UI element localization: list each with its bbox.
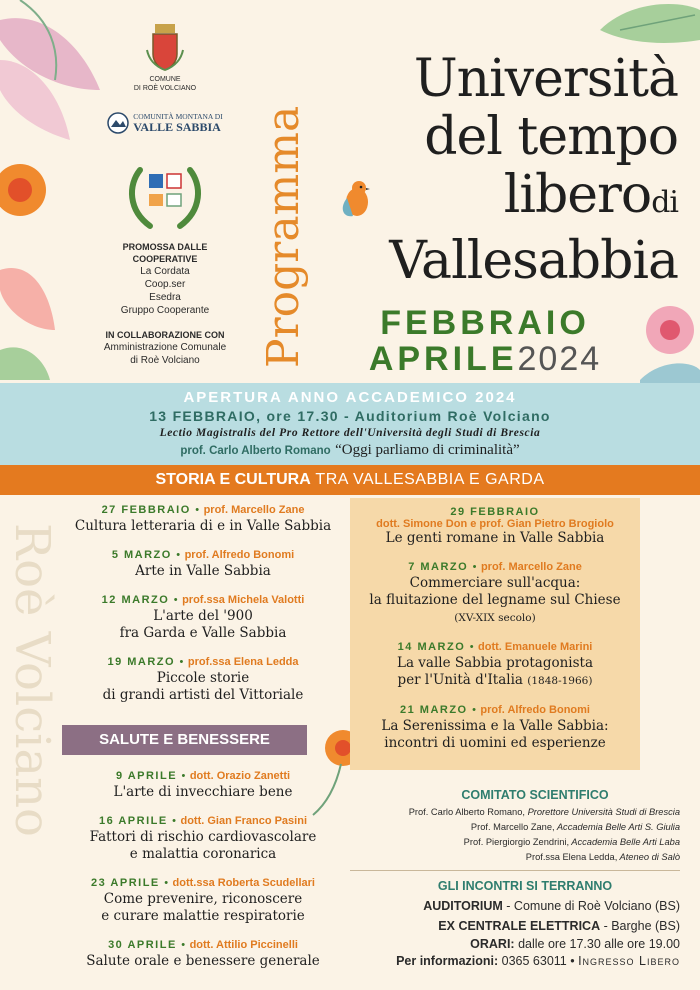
event-title: Cultura letteraria di e in Valle Sabbia xyxy=(74,518,332,534)
list-item: 21 MARZO • prof. Alfredo Bonomi La Serenissima e la Valle Sabbia: incontri di uomini ed esperienze xyxy=(350,700,640,752)
venue-1 xyxy=(340,896,680,916)
event-note-text: (1848-1966) xyxy=(527,675,593,687)
roe-volciano-text: Roè Volciano xyxy=(4,523,60,837)
section-salute-heading: SALUTE E BENESSERE xyxy=(62,725,307,755)
event-title: Commerciare sull'acqua: xyxy=(409,575,581,591)
event-date: 30 APRILE xyxy=(108,939,177,951)
list-item: 14 MARZO • dott. Emanuele Marini La valle Sabbia protagonista per l'Unità d'Italia (1848-1966) xyxy=(350,637,640,690)
orari-line xyxy=(340,936,680,953)
section-storia-title xyxy=(0,465,700,495)
left-events-list xyxy=(62,500,344,714)
comitato-heading: COMITATO SCIENTIFICO xyxy=(461,788,609,802)
section-storia-band xyxy=(0,465,700,495)
opening-when: 13 FEBBRAIO, ore 17.30 - Auditorium Roè Volciano xyxy=(149,408,551,424)
event-date: 29 FEBBRAIO xyxy=(450,506,540,518)
title-line-3-wrap xyxy=(348,166,678,232)
list-item: 30 APRILE • dott. Attilio Piccinelli Salute orale e benessere generale xyxy=(62,935,344,970)
event-date: 21 MARZO xyxy=(400,704,468,716)
list-item: 19 MARZO • prof.ssa Elena Ledda Piccole storie di grandi artisti del Vittoriale xyxy=(62,652,344,704)
period-year: 2024 xyxy=(517,340,602,378)
coop-item: La Cordata xyxy=(140,266,190,277)
list-item: 9 APRILE • dott. Orazio Zanetti L'arte di invecchiare bene xyxy=(62,766,344,801)
coop-item: Esedra xyxy=(149,292,181,303)
ingresso-libero: Ingresso Libero xyxy=(578,954,680,968)
member-role: Prorettore Università Studi di Brescia xyxy=(524,807,680,817)
comitato-member xyxy=(350,820,680,835)
coop-item: Gruppo Cooperante xyxy=(120,305,210,316)
event-title: Piccole storie xyxy=(156,670,250,686)
event-date: 12 MARZO xyxy=(101,594,170,606)
event-date: 14 MARZO xyxy=(397,641,466,653)
info-phone: 0365 63011 • xyxy=(498,954,579,968)
comune-label-2: DI ROÈ VOLCIANO xyxy=(133,85,197,92)
event-title-2: la fluitazione del legname sul Chiese xyxy=(369,592,621,608)
programma-vertical-title xyxy=(258,0,309,370)
title-line-4: Vallesabbia xyxy=(389,231,678,291)
event-title: Fattori di rischio cardiovascolare xyxy=(89,829,317,845)
section-storia-bold: STORIA E CULTURA xyxy=(155,471,311,488)
venue-2-name: EX CENTRALE ELETTRICA xyxy=(438,919,601,933)
list-item: 5 MARZO • prof. Alfredo Bonomi Arte in Valle Sabbia xyxy=(62,545,344,580)
roe-volciano-vertical-label xyxy=(0,515,60,990)
orari-value: dalle ore 17.30 alle ore 19.00 xyxy=(514,937,680,951)
event-note-text: (XV-XIX secolo) xyxy=(454,612,536,624)
event-title-2: di grandi artisti del Vittoriale xyxy=(102,687,304,703)
event-date: 7 MARZO xyxy=(408,561,469,573)
opening-speaker-line xyxy=(0,441,700,459)
incontri-block xyxy=(340,876,680,970)
event-speaker: dott.ssa Roberta Scudellari xyxy=(172,877,315,889)
event-title-2: e curare malattie respiratorie xyxy=(101,908,305,924)
event-title-2-wrap xyxy=(350,672,640,690)
collab-line: Amministrazione Comunale xyxy=(103,342,227,353)
event-speaker: prof.ssa Elena Ledda xyxy=(187,656,299,668)
info-label: Per informazioni: xyxy=(396,954,499,968)
event-speaker: prof. Marcello Zane xyxy=(480,561,582,573)
event-speaker: dott. Emanuele Marini xyxy=(478,641,593,653)
event-title-2: per l'Unità d'Italia xyxy=(397,672,523,688)
list-item xyxy=(350,506,640,547)
event-date: 16 APRILE xyxy=(98,815,168,827)
programma-text: Programma xyxy=(258,105,309,368)
venue-2 xyxy=(340,916,680,936)
opening-talk: “Oggi parliamo di criminalità” xyxy=(335,442,520,458)
event-date: 5 MARZO xyxy=(111,549,172,561)
event-speaker: prof. Alfredo Bonomi xyxy=(480,704,590,716)
event-title-2: fra Garda e Valle Sabbia xyxy=(119,625,287,641)
member-role: Ateneo di Salò xyxy=(617,852,680,862)
coop-item: Coop.ser xyxy=(144,279,186,290)
coop-block xyxy=(80,160,250,367)
event-title: Salute orale e benessere generale xyxy=(86,953,320,969)
comune-logo-block xyxy=(80,20,250,93)
event-date: 27 FEBBRAIO xyxy=(101,504,191,516)
info-line xyxy=(340,953,680,970)
title-line-3-di: di xyxy=(651,185,678,220)
event-date: 23 APRILE xyxy=(91,877,160,889)
opening-speaker: prof. Carlo Alberto Romano xyxy=(180,445,331,457)
period-month-1: FEBBRAIO xyxy=(380,304,590,342)
comunita-name: VALLE SABBIA xyxy=(133,120,221,134)
period-line-2 xyxy=(330,341,640,377)
comune-label: COMUNE xyxy=(149,76,181,83)
opening-band xyxy=(0,383,700,465)
comunita-emblem-icon xyxy=(107,112,129,134)
event-speaker: prof. Marcello Zane xyxy=(203,504,305,516)
list-item: 7 MARZO • prof. Marcello Zane Commerciare sull'acqua: la fluitazione del legname sul Chiese (XV-XIX secolo) xyxy=(350,557,640,627)
member-name: Prof. Carlo Alberto Romano, xyxy=(408,807,525,817)
comunita-label: COMUNITÀ MONTANA DI xyxy=(133,112,223,121)
list-item: 16 APRILE • dott. Gian Franco Pasini Fattori di rischio cardiovascolare e malattia coronarica xyxy=(62,811,344,863)
event-speaker: dott. Simone Don e prof. Gian Pietro Brogiolo xyxy=(376,518,614,530)
section-storia-rest: TRA VALLESABBIA E GARDA xyxy=(310,471,545,488)
list-item: 12 MARZO • prof.ssa Michela Valotti L'arte del '900 fra Garda e Valle Sabbia xyxy=(62,590,344,642)
list-item: 27 FEBBRAIO • prof. Marcello Zane Cultura letteraria di e in Valle Sabbia xyxy=(62,500,344,535)
event-title: L'arte del '900 xyxy=(153,608,253,624)
flower-decoration-left xyxy=(0,150,70,380)
collab-line-2: di Roè Volciano xyxy=(130,355,200,366)
divider xyxy=(350,870,680,871)
salute-events-list xyxy=(62,766,344,980)
event-speaker: dott. Gian Franco Pasini xyxy=(180,815,308,827)
event-title: Arte in Valle Sabbia xyxy=(135,563,271,579)
opening-lectio: Lectio Magistralis del Pro Rettore dell'Università degli Studi di Brescia xyxy=(159,427,541,439)
barghe-text: Barghe xyxy=(644,573,700,750)
bird-icon xyxy=(337,178,375,224)
comitato-member xyxy=(350,835,680,850)
event-note xyxy=(350,609,640,627)
coat-of-arms-icon xyxy=(145,20,185,72)
event-title: Come prevenire, riconoscere xyxy=(103,891,303,907)
event-title: Le genti romane in Valle Sabbia xyxy=(385,530,605,546)
barghe-vertical-label xyxy=(640,500,700,770)
incontri-heading: GLI INCONTRI SI TERRANNO xyxy=(437,879,613,893)
event-title: La valle Sabbia protagonista xyxy=(396,655,593,671)
event-speaker: dott. Orazio Zanetti xyxy=(189,770,291,782)
member-name: Prof.ssa Elena Ledda, xyxy=(525,852,618,862)
coop-heading: PROMOSSA DALLE xyxy=(122,242,208,252)
venue-1-name: AUDITORIUM xyxy=(423,899,503,913)
member-role: Accademia Belle Arti S. Giulia xyxy=(554,822,680,832)
venue-1-place: - Comune di Roè Volciano (BS) xyxy=(502,899,680,913)
comitato-block xyxy=(350,788,680,865)
member-role: Accademia Belle Arti Laba xyxy=(569,837,680,847)
orari-label: ORARI: xyxy=(470,937,515,951)
member-name: Prof. Marcello Zane, xyxy=(470,822,555,832)
right-events-list xyxy=(350,506,640,762)
flower-decoration-right xyxy=(630,290,700,390)
comitato-member xyxy=(350,850,680,865)
event-title-2: incontri di uomini ed esperienze xyxy=(384,735,606,751)
event-speaker: prof.ssa Michela Valotti xyxy=(182,594,305,606)
list-item: 23 APRILE • dott.ssa Roberta Scudellari Come prevenire, riconoscere e curare malattie respiratorie xyxy=(62,873,344,925)
period-month-2: APRILE xyxy=(368,340,518,378)
event-speaker: dott. Attilio Piccinelli xyxy=(189,939,298,951)
title-line-3: libero xyxy=(503,165,652,225)
opening-heading: APERTURA ANNO ACCADEMICO 2024 xyxy=(183,389,517,406)
title-line-2: del tempo xyxy=(424,107,678,167)
member-name: Prof. Piergiorgio Zendrini, xyxy=(463,837,570,847)
event-title: La Serenissima e la Valle Sabbia: xyxy=(381,718,609,734)
event-date: 9 APRILE xyxy=(115,770,178,782)
comunita-logo-block xyxy=(80,112,250,134)
event-date: 19 MARZO xyxy=(107,656,176,668)
comitato-member xyxy=(350,805,680,820)
venue-2-place: - Barghe (BS) xyxy=(600,919,680,933)
laurel-wreath-icon xyxy=(120,160,210,234)
coop-heading-2: COOPERATIVE xyxy=(132,254,198,264)
title-line-1: Università xyxy=(413,49,678,109)
main-title xyxy=(348,50,678,290)
collab-heading: IN COLLABORAZIONE CON xyxy=(105,330,225,340)
event-title-2: e malattia coronarica xyxy=(129,846,277,862)
period-block xyxy=(330,305,640,377)
event-speaker: prof. Alfredo Bonomi xyxy=(184,549,295,561)
event-title: L'arte di invecchiare bene xyxy=(113,784,293,800)
